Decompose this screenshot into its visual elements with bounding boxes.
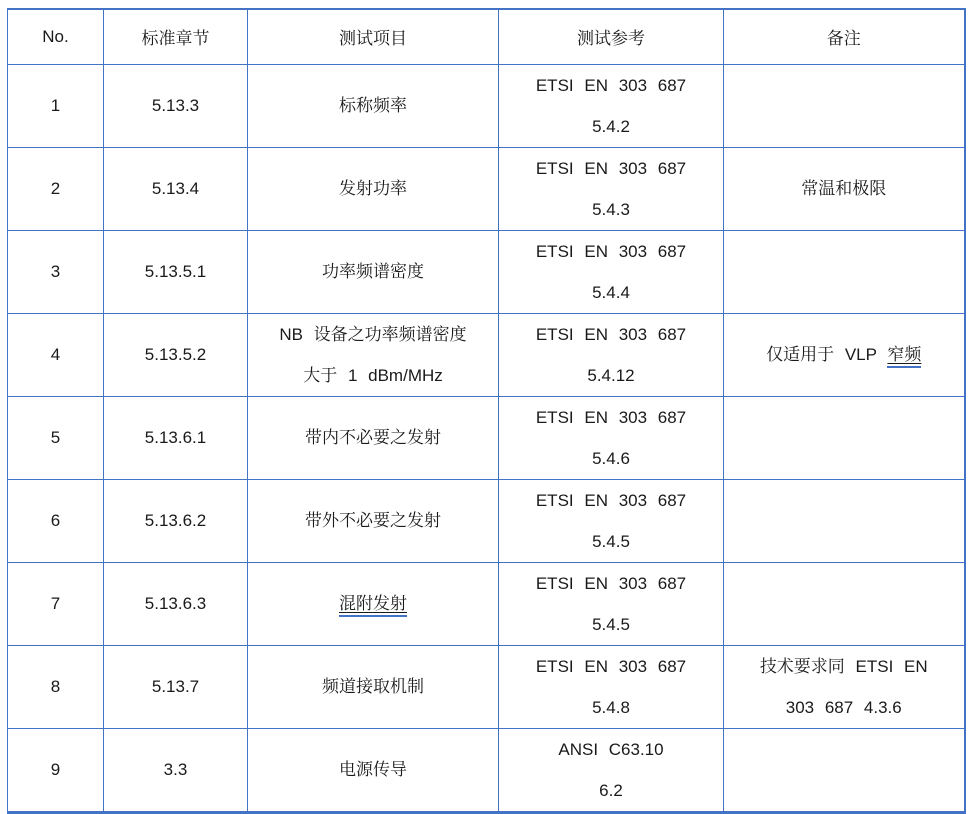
- cell-no: [8, 562, 104, 645]
- text-segment: 5.13.5.2: [144, 345, 207, 364]
- text-segment: 功率频谱密度: [322, 262, 424, 281]
- cell-remark: [724, 230, 965, 313]
- cell-line: [248, 251, 498, 292]
- text-segment: ETSI EN 303 687: [535, 241, 687, 261]
- text-segment: ETSI EN 303 687: [535, 75, 687, 95]
- text-segment: 2: [50, 179, 61, 198]
- text-segment: NB 设备之功率频谱密度: [279, 324, 467, 344]
- text-segment: ANSI C63.10: [558, 739, 664, 759]
- cell-remark: [724, 479, 965, 562]
- text-segment: 5.4.8: [592, 697, 630, 717]
- cell-line: [499, 687, 723, 728]
- text-segment: ETSI EN 303 687: [535, 324, 687, 344]
- cell-test-item: [248, 728, 499, 812]
- text-segment: ETSI EN 303 687: [535, 490, 687, 510]
- cell-line: [499, 438, 723, 479]
- cell-remark: [724, 313, 965, 396]
- cell-line: [499, 148, 723, 189]
- text-segment: 5.4.4: [592, 282, 630, 302]
- cell-line: [499, 231, 723, 272]
- cell-line: [8, 666, 103, 707]
- text-segment: 3: [50, 262, 61, 281]
- cell-test-item: [248, 479, 499, 562]
- cell-test-reference: [499, 230, 724, 313]
- underlined-text: 窄频: [887, 345, 921, 368]
- text-segment: 9: [50, 760, 61, 779]
- text-segment: 5.4.3: [592, 199, 630, 219]
- cell-line: [8, 417, 103, 458]
- cell-line: [104, 168, 247, 209]
- cell-line: [8, 583, 103, 624]
- cell-line: [104, 417, 247, 458]
- cell-line: [499, 604, 723, 645]
- cell-line: [104, 334, 247, 375]
- table-row: [8, 396, 965, 479]
- cell-no: [8, 645, 104, 728]
- cell-test-reference: [499, 313, 724, 396]
- cell-test-item: [248, 64, 499, 147]
- text-segment: 技术要求同 ETSI EN: [759, 656, 928, 676]
- cell-test-reference: [499, 562, 724, 645]
- cell-line: [499, 563, 723, 604]
- cell-test-item: [248, 230, 499, 313]
- text-segment: 大于 1 dBm/MHz: [303, 365, 443, 385]
- text-segment: 电源传导: [339, 760, 407, 779]
- cell-line: [8, 168, 103, 209]
- text-segment: ETSI EN 303 687: [535, 573, 687, 593]
- text-segment: 5.4.2: [592, 116, 630, 136]
- cell-no: [8, 64, 104, 147]
- text-segment: 频道接取机制: [322, 677, 424, 696]
- cell-line: [248, 666, 498, 707]
- cell-test-item: [248, 645, 499, 728]
- col-header-remark: 备注: [724, 9, 965, 64]
- text-segment: 5.13.6.1: [144, 428, 207, 447]
- cell-line: [724, 168, 964, 209]
- cell-line: [8, 500, 103, 541]
- cell-line: [248, 355, 498, 396]
- cell-line: [8, 334, 103, 375]
- text-segment: 8: [50, 677, 61, 696]
- table-row: [8, 728, 965, 812]
- cell-chapter: [104, 645, 248, 728]
- cell-remark: [724, 728, 965, 812]
- text-segment: 带外不必要之发射: [305, 511, 441, 530]
- cell-line: [104, 666, 247, 707]
- text-segment: 5.4.12: [587, 365, 635, 385]
- cell-remark: [724, 645, 965, 728]
- text-segment: 带内不必要之发射: [305, 428, 441, 447]
- table-row: [8, 313, 965, 396]
- text-segment: 3.3: [163, 760, 188, 779]
- cell-no: [8, 230, 104, 313]
- table-row: [8, 479, 965, 562]
- text-segment: 常温和极限: [801, 179, 887, 198]
- test-items-table: [7, 8, 966, 814]
- underlined-text: 混附发射: [339, 594, 407, 617]
- table-row: [8, 64, 965, 147]
- cell-chapter: [104, 728, 248, 812]
- text-segment: 5.13.7: [151, 677, 200, 696]
- cell-line: [499, 646, 723, 687]
- text-segment: ETSI EN 303 687: [535, 656, 687, 676]
- text-segment: 5: [50, 428, 61, 447]
- cell-line: [8, 251, 103, 292]
- cell-line: [104, 251, 247, 292]
- col-header-test-reference: 测试参考: [499, 9, 724, 64]
- cell-chapter: [104, 147, 248, 230]
- cell-test-item: [248, 562, 499, 645]
- cell-line: [499, 106, 723, 147]
- text-segment: ETSI EN 303 687: [535, 158, 687, 178]
- cell-no: [8, 396, 104, 479]
- table-row: [8, 147, 965, 230]
- text-segment: 5.13.5.1: [144, 262, 207, 281]
- text-segment: 5.4.5: [592, 614, 630, 634]
- cell-line: [248, 85, 498, 126]
- cell-line: [248, 500, 498, 541]
- cell-chapter: [104, 562, 248, 645]
- text-segment: 5.13.3: [151, 96, 200, 115]
- cell-test-reference: [499, 645, 724, 728]
- cell-line: [499, 729, 723, 770]
- cell-line: [248, 417, 498, 458]
- cell-line: [499, 480, 723, 521]
- cell-remark: [724, 562, 965, 645]
- cell-line: [724, 646, 964, 687]
- cell-chapter: [104, 64, 248, 147]
- cell-line: [499, 65, 723, 106]
- cell-chapter: [104, 230, 248, 313]
- text-segment: 303 687 4.3.6: [785, 697, 902, 717]
- cell-line: [248, 749, 498, 790]
- cell-test-reference: [499, 396, 724, 479]
- cell-line: [8, 749, 103, 790]
- cell-test-item: [248, 396, 499, 479]
- cell-line: [499, 770, 723, 811]
- cell-line: [104, 85, 247, 126]
- cell-test-item: [248, 313, 499, 396]
- cell-line: [499, 521, 723, 562]
- text-segment: 5.4.5: [592, 531, 630, 551]
- col-header-test-item: 测试项目: [248, 9, 499, 64]
- cell-line: [499, 397, 723, 438]
- col-header-chapter: 标准章节: [104, 9, 248, 64]
- cell-no: [8, 479, 104, 562]
- text-segment: 5.13.6.3: [144, 594, 207, 613]
- table-row: [8, 230, 965, 313]
- cell-line: [499, 355, 723, 396]
- cell-line: [724, 334, 964, 375]
- text-segment: 5.13.4: [151, 179, 200, 198]
- cell-test-reference: [499, 479, 724, 562]
- cell-no: [8, 728, 104, 812]
- cell-line: [499, 314, 723, 355]
- cell-chapter: [104, 396, 248, 479]
- text-segment: 6: [50, 511, 61, 530]
- cell-line: [8, 85, 103, 126]
- cell-line: [248, 168, 498, 209]
- text-segment: ETSI EN 303 687: [535, 407, 687, 427]
- cell-line: [724, 687, 964, 728]
- cell-line: [104, 500, 247, 541]
- text-segment: 1: [50, 96, 61, 115]
- cell-line: [104, 749, 247, 790]
- cell-no: [8, 313, 104, 396]
- cell-remark: [724, 147, 965, 230]
- cell-chapter: [104, 313, 248, 396]
- cell-remark: [724, 396, 965, 479]
- cell-line: [104, 583, 247, 624]
- table-row: [8, 562, 965, 645]
- cell-test-item: [248, 147, 499, 230]
- header-row: [8, 9, 965, 64]
- text-segment: 6.2: [599, 780, 623, 800]
- text-segment: 标称频率: [339, 96, 407, 115]
- cell-test-reference: [499, 64, 724, 147]
- cell-line: [499, 189, 723, 230]
- text-segment: 仅适用于 VLP: [766, 345, 888, 364]
- text-segment: 7: [50, 594, 61, 613]
- cell-line: [248, 314, 498, 355]
- cell-no: [8, 147, 104, 230]
- table-row: [8, 645, 965, 728]
- text-segment: 发射功率: [339, 179, 407, 198]
- cell-line: [248, 583, 498, 624]
- cell-line: [499, 272, 723, 313]
- text-segment: 5.4.6: [592, 448, 630, 468]
- cell-test-reference: [499, 728, 724, 812]
- text-segment: 4: [50, 345, 61, 364]
- col-header-no: No.: [8, 9, 104, 64]
- text-segment: 5.13.6.2: [144, 511, 207, 530]
- cell-test-reference: [499, 147, 724, 230]
- cell-remark: [724, 64, 965, 147]
- cell-chapter: [104, 479, 248, 562]
